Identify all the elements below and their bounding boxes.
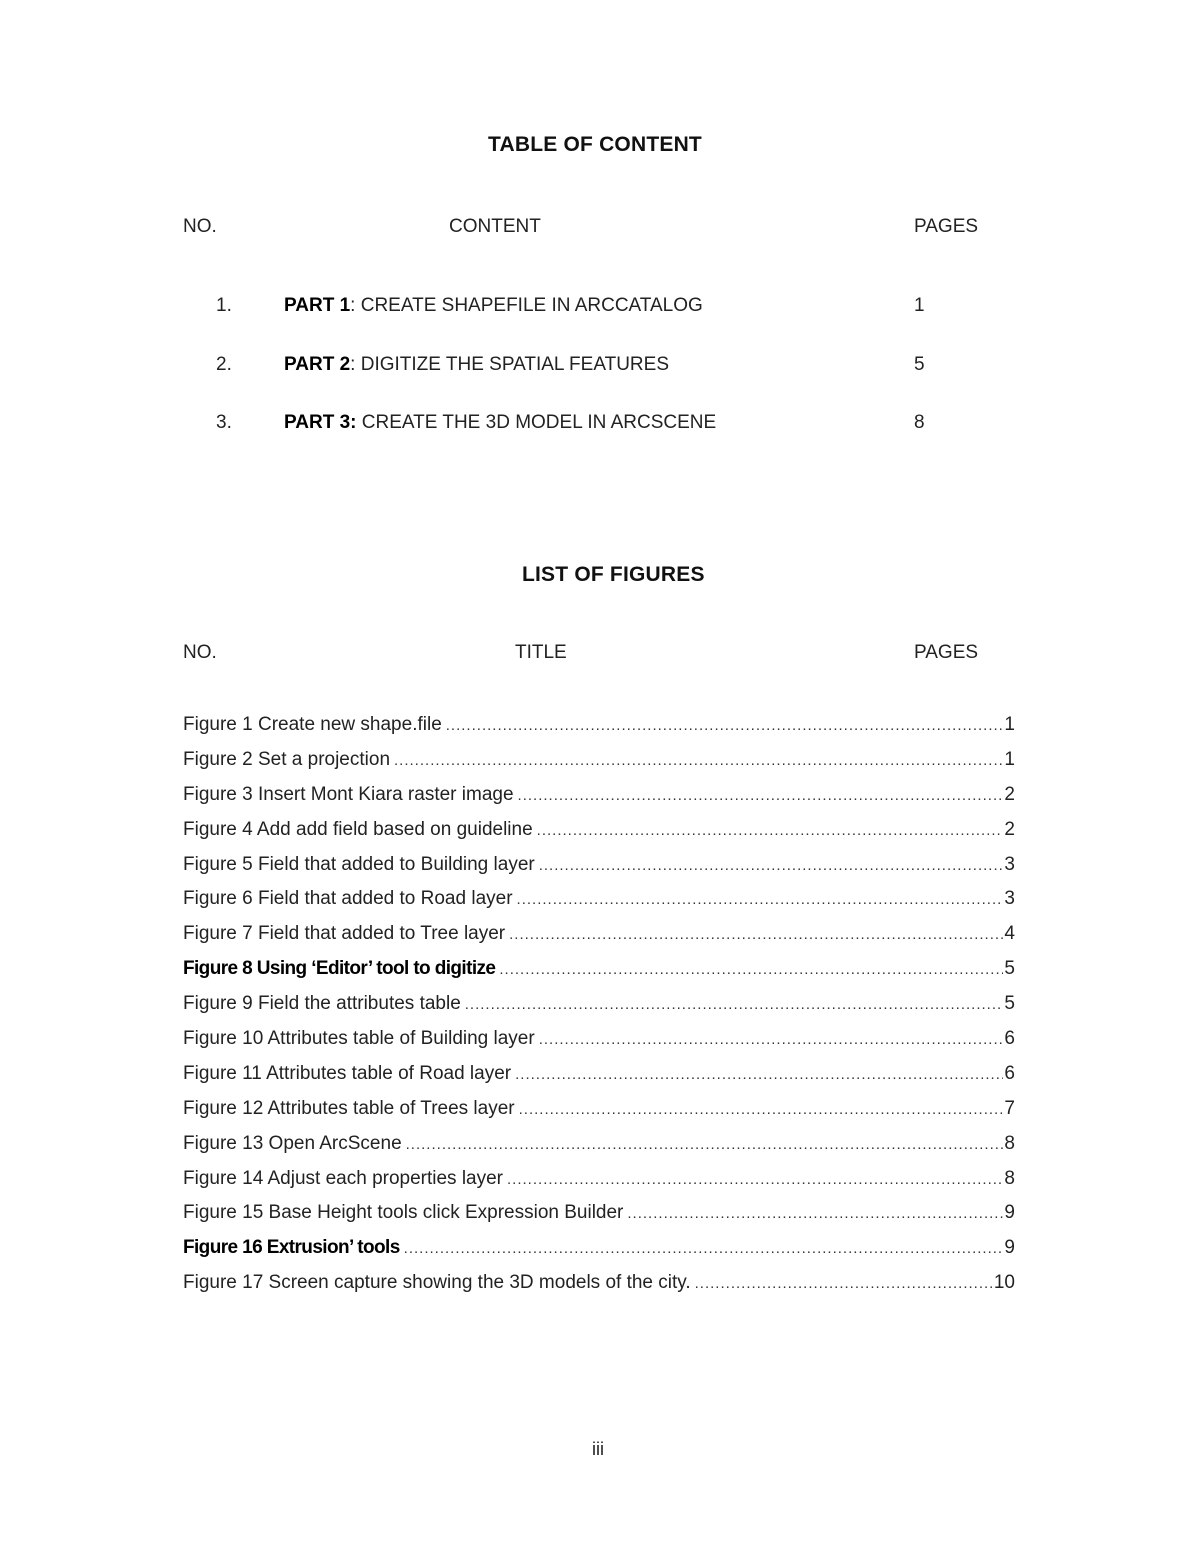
figure-list — [183, 714, 1015, 1307]
toc-entry-part: PART 1 — [284, 295, 351, 316]
figure-title: Figure 14 Adjust each properties layer — [183, 1167, 504, 1189]
figure-page: 6 — [1004, 1028, 1015, 1050]
figure-title: Figure 10 Attributes table of Building layer — [183, 1028, 535, 1050]
figure-entry[interactable] — [183, 1168, 1015, 1203]
figure-entry[interactable] — [183, 1202, 1015, 1237]
dot-leader — [509, 926, 1003, 943]
dot-leader — [507, 1171, 1003, 1188]
figure-title: Figure 1 Create new shape.file — [183, 714, 442, 735]
figure-page: 2 — [1004, 783, 1015, 805]
toc-entry-text: CREATE THE 3D MODEL IN ARCSCENE — [356, 412, 717, 433]
figure-title: Figure 12 Attributes table of Trees layer — [183, 1097, 515, 1119]
figure-page: 9 — [1004, 1202, 1015, 1224]
figure-page: 5 — [1004, 993, 1015, 1015]
toc-entry[interactable] — [0, 295, 1200, 323]
toc-entry-number: 3. — [216, 412, 232, 433]
toc-entry-text: : DIGITIZE THE SPATIAL FEATURES — [350, 354, 669, 375]
dot-leader — [539, 1031, 1004, 1048]
toc-entry-part: PART 2 — [284, 354, 351, 375]
page-number: iii — [592, 1439, 604, 1459]
toc-entry-part: PART 3: — [284, 412, 357, 433]
figure-title: Figure 2 Set a projection — [183, 748, 391, 770]
dot-leader — [695, 1275, 993, 1292]
figures-heading: LIST OF FIGURES — [522, 563, 705, 586]
figure-entry[interactable] — [183, 784, 1015, 819]
dot-leader — [537, 822, 1004, 839]
figure-page: 9 — [1004, 1237, 1015, 1259]
figure-title: Figure 7 Field that added to Tree layer — [183, 923, 506, 945]
figure-entry[interactable] — [183, 819, 1015, 854]
dot-leader — [515, 1066, 1003, 1083]
figure-page: 8 — [1004, 1132, 1015, 1154]
figure-entry[interactable] — [183, 1272, 1015, 1307]
toc-entry-title — [284, 354, 669, 376]
figure-entry[interactable] — [183, 1063, 1015, 1098]
toc-entry-page: 8 — [914, 412, 925, 433]
figure-title: Figure 11 Attributes table of Road layer — [183, 1062, 512, 1084]
dot-leader — [519, 1101, 1004, 1118]
toc-entry-number: 2. — [216, 354, 232, 375]
dot-leader — [518, 787, 1004, 804]
figure-title: Figure 5 Field that added to Building layer — [183, 853, 535, 875]
dot-leader — [627, 1205, 1003, 1222]
dot-leader — [539, 857, 1004, 874]
toc-entry-number: 1. — [216, 295, 232, 316]
figure-entry[interactable] — [183, 958, 1015, 993]
figures-column-no: NO. — [183, 642, 217, 663]
figures-column-title: TITLE — [515, 642, 567, 663]
figure-title: Figure 13 Open ArcScene — [183, 1132, 402, 1154]
figure-title: Figure 4 Add add field based on guideline — [183, 818, 533, 840]
figure-page: 10 — [993, 1272, 1015, 1294]
toc-entry-text: : CREATE SHAPEFILE IN ARCCATALOG — [350, 295, 703, 316]
figure-page: 7 — [1004, 1097, 1015, 1119]
toc-entry[interactable] — [0, 412, 1200, 440]
figure-page: 3 — [1004, 853, 1015, 875]
figure-title: Figure 8 Using ‘Editor’ tool to digitize — [183, 958, 496, 980]
figure-page: 4 — [1004, 923, 1015, 945]
toc-entry-title — [284, 295, 703, 317]
figure-entry[interactable] — [183, 923, 1015, 958]
dot-leader — [465, 996, 1004, 1013]
figure-entry[interactable] — [183, 1098, 1015, 1133]
dot-leader — [446, 717, 1004, 734]
figure-page: 8 — [1004, 1167, 1015, 1189]
toc-entry[interactable] — [0, 354, 1200, 382]
figure-title: Figure 3 Insert Mont Kiara raster image — [183, 783, 514, 805]
figure-entry[interactable] — [183, 1133, 1015, 1168]
figures-column-pages: PAGES — [914, 642, 979, 663]
dot-leader — [517, 891, 1004, 908]
figure-title: Figure 16 Extrusion’ tools — [183, 1237, 400, 1259]
toc-column-no: NO. — [183, 216, 217, 237]
figure-page: 6 — [1004, 1062, 1015, 1084]
toc-entry-page: 5 — [914, 354, 925, 375]
toc-entry-title — [284, 412, 716, 434]
figure-entry[interactable] — [183, 993, 1015, 1028]
figure-entry[interactable] — [183, 888, 1015, 923]
figure-page: 5 — [1004, 958, 1015, 980]
figure-entry[interactable] — [183, 714, 1015, 749]
toc-entry-page: 1 — [914, 295, 925, 316]
figure-entry[interactable] — [183, 854, 1015, 889]
figure-page: 1 — [1004, 748, 1015, 770]
figure-entry[interactable] — [183, 1237, 1015, 1272]
dot-leader — [406, 1136, 1004, 1153]
figure-page: 3 — [1004, 888, 1015, 910]
figure-page: 1 — [1004, 714, 1015, 735]
figure-entry[interactable] — [183, 749, 1015, 784]
figure-title: Figure 15 Base Height tools click Expression Builder — [183, 1202, 624, 1224]
dot-leader — [499, 961, 1003, 978]
figure-title: Figure 17 Screen capture showing the 3D models of the city. — [183, 1272, 691, 1294]
dot-leader — [404, 1240, 1004, 1257]
figure-entry[interactable] — [183, 1028, 1015, 1063]
toc-column-pages: PAGES — [914, 216, 979, 237]
toc-column-content: CONTENT — [449, 216, 541, 237]
toc-heading: TABLE OF CONTENT — [488, 133, 702, 156]
figure-title: Figure 9 Field the attributes table — [183, 993, 461, 1015]
figure-page: 2 — [1004, 818, 1015, 840]
figure-title: Figure 6 Field that added to Road layer — [183, 888, 513, 910]
dot-leader — [394, 752, 1003, 769]
